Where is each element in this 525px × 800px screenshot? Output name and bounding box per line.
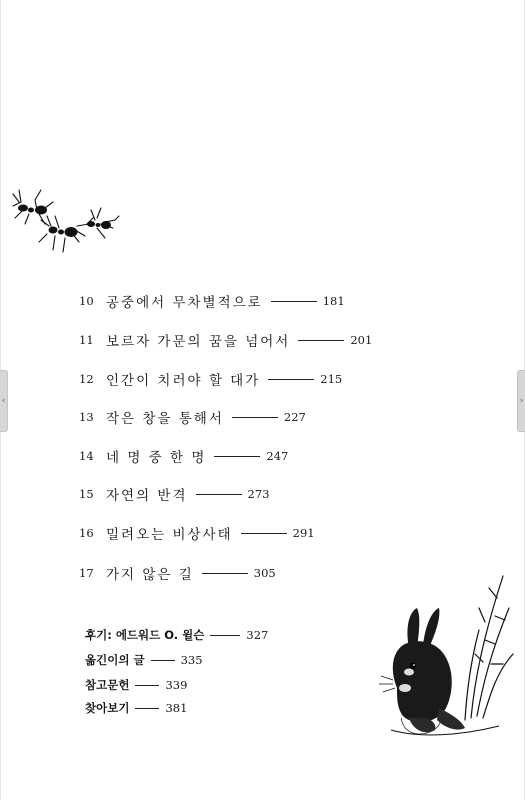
leader-line	[241, 533, 287, 534]
page-number: 339	[165, 678, 188, 692]
page-number: 227	[283, 410, 306, 424]
toc-entry[interactable]	[79, 369, 342, 389]
page-number: 291	[292, 526, 315, 540]
toc-entry[interactable]	[79, 291, 345, 311]
chapter-title: 공중에서 무차별적으로	[106, 295, 263, 311]
chapter-title: 가지 않은 길	[106, 567, 194, 583]
toc-entry[interactable]	[79, 446, 288, 466]
leader-line	[232, 417, 278, 418]
chapter-number: 16	[79, 526, 94, 540]
leader-line	[135, 685, 159, 686]
chapter-number: 14	[79, 449, 94, 463]
next-page-tab[interactable]	[517, 370, 525, 432]
chapter-title: 작은 창을 통해서	[106, 411, 224, 427]
back-matter-title: 옮긴이의 글	[85, 653, 145, 667]
rabbit-illustration	[379, 568, 515, 740]
chapter-title: 네 명 중 한 명	[106, 450, 207, 466]
leader-line	[298, 340, 344, 341]
toc-entry[interactable]	[79, 330, 372, 350]
page-number: 215	[320, 372, 343, 386]
leader-line	[151, 660, 175, 661]
leader-line	[210, 635, 240, 636]
previous-page-tab[interactable]	[0, 370, 8, 432]
chapter-number: 13	[79, 410, 94, 424]
page-number: 335	[180, 653, 203, 667]
chapter-title: 인간이 치러야 할 대가	[106, 373, 261, 389]
page-number: 327	[246, 628, 269, 642]
toc-entry[interactable]	[79, 484, 269, 504]
chapter-number: 10	[79, 294, 94, 308]
page-number: 181	[322, 294, 345, 308]
leader-line	[135, 708, 159, 709]
back-matter-title: 찾아보기	[85, 701, 130, 715]
toc-entry[interactable]	[79, 563, 276, 583]
back-matter-title: 후기: 에드워드 O. 윌슨	[85, 628, 205, 642]
toc-entry[interactable]	[79, 407, 306, 427]
leader-line	[268, 379, 314, 380]
toc-back-matter-entry[interactable]	[85, 676, 187, 694]
chapter-title: 보르자 가문의 꿈을 넘어서	[106, 334, 291, 350]
back-matter-title: 참고문헌	[85, 678, 130, 692]
leader-line	[271, 301, 317, 302]
chapter-number: 11	[79, 333, 94, 347]
leader-line	[196, 494, 242, 495]
page-number: 381	[165, 701, 188, 715]
page-number: 247	[266, 449, 289, 463]
leader-line	[202, 573, 248, 574]
toc-entry[interactable]	[79, 523, 315, 543]
chapter-number: 17	[79, 566, 94, 580]
chapter-title: 밀려오는 비상사태	[106, 527, 233, 543]
toc-back-matter-entry[interactable]	[85, 651, 203, 669]
page-number: 201	[350, 333, 373, 347]
page-number: 305	[253, 566, 276, 580]
chapter-number: 15	[79, 487, 94, 501]
chevron-left-icon: ‹	[1, 395, 6, 406]
toc-back-matter-entry[interactable]	[85, 699, 187, 717]
chapter-number: 12	[79, 372, 94, 386]
chevron-right-icon: ›	[519, 395, 524, 406]
toc-back-matter-entry[interactable]	[85, 626, 268, 644]
chapter-title: 자연의 반격	[106, 488, 188, 504]
leader-line	[214, 456, 260, 457]
page-number: 273	[247, 487, 270, 501]
